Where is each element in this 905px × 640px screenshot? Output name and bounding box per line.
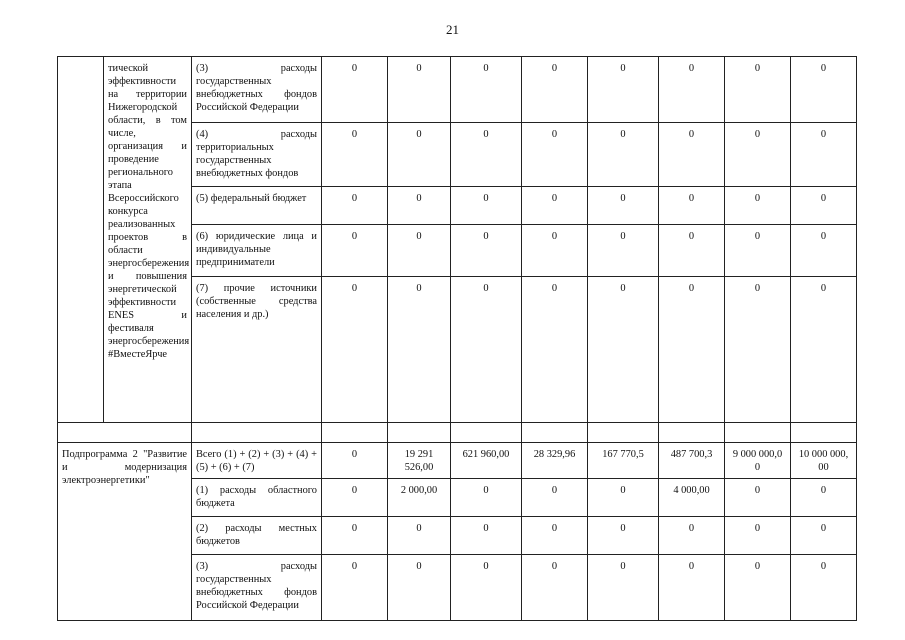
value-cell: 0 (588, 517, 659, 555)
value-cell: 4 000,00 (659, 479, 725, 517)
value-cell: 0 (725, 277, 791, 423)
subprogram-title: Подпрограмма 2 "Развитие и модернизация электроэнергетики" (58, 443, 192, 621)
value-cell: 0 (322, 187, 388, 225)
value-cell: 0 (388, 123, 451, 187)
value-cell: 0 (588, 479, 659, 517)
spacer-row (58, 423, 857, 443)
blank-cell (58, 57, 104, 423)
table-row (58, 57, 857, 123)
measure-description: тической эффективности на территории Нижегородской области, в том числе, организация и проведение регионального этапа Всероссийского конкурса реализованных проектов в области энергосбережения и повышения энергетической эффективности ENES и фестиваля энергосбережения #ВместеЯрче (104, 57, 192, 423)
value-cell: 0 (451, 555, 522, 621)
value-cell: 0 (725, 555, 791, 621)
value-cell: 0 (322, 225, 388, 277)
spacer-cell (451, 423, 522, 443)
spacer-cell (791, 423, 857, 443)
value-cell: 0 (522, 479, 588, 517)
value-cell: 0 (659, 123, 725, 187)
value-cell: 0 (588, 225, 659, 277)
value-cell: 0 (388, 517, 451, 555)
value-cell: 0 (791, 57, 857, 123)
value-cell: 0 (588, 277, 659, 423)
spacer-cell (58, 423, 192, 443)
value-cell: 0 (322, 277, 388, 423)
value-cell: 9 000 000,0 0 (725, 443, 791, 479)
section2-body (58, 443, 857, 621)
value-cell: 19 291 526,00 (388, 443, 451, 479)
value-cell: 0 (588, 123, 659, 187)
value-cell: 0 (522, 187, 588, 225)
funding-source: (7) прочие источники (собственные средства населения и др.) (192, 277, 322, 423)
spacer-cell (659, 423, 725, 443)
value-cell: 0 (659, 555, 725, 621)
value-cell: 0 (388, 225, 451, 277)
value-cell: 0 (451, 277, 522, 423)
value-cell: 0 (451, 187, 522, 225)
value-cell: 2 000,00 (388, 479, 451, 517)
value-cell: 0 (588, 57, 659, 123)
value-cell: 0 (659, 517, 725, 555)
value-cell: 0 (659, 57, 725, 123)
value-cell: 0 (322, 443, 388, 479)
value-cell: 0 (725, 479, 791, 517)
spacer-cell (388, 423, 451, 443)
value-cell: 0 (588, 555, 659, 621)
value-cell: 0 (659, 187, 725, 225)
value-cell: 167 770,5 (588, 443, 659, 479)
value-cell: 0 (322, 517, 388, 555)
value-cell: 0 (451, 479, 522, 517)
value-cell: 0 (322, 555, 388, 621)
table-row (58, 443, 857, 479)
value-cell: 0 (791, 225, 857, 277)
funding-source: (2) расходы местных бюджетов (192, 517, 322, 555)
value-cell: 0 (725, 187, 791, 225)
value-cell: 0 (522, 555, 588, 621)
value-cell: 0 (522, 225, 588, 277)
funding-source: (4) расходы территориальных государственных внебюджетных фондов (192, 123, 322, 187)
value-cell: 0 (451, 123, 522, 187)
value-cell: 0 (725, 225, 791, 277)
funding-source: Всего (1) + (2) + (3) + (4) + (5) + (6) + (7) (192, 443, 322, 479)
budget-table (57, 56, 857, 621)
value-cell: 0 (322, 479, 388, 517)
value-cell: 487 700,3 (659, 443, 725, 479)
spacer-cell (322, 423, 388, 443)
page-number: 21 (446, 22, 459, 37)
value-cell: 0 (388, 277, 451, 423)
funding-source: (5) федеральный бюджет (192, 187, 322, 225)
value-cell: 0 (522, 277, 588, 423)
value-cell: 0 (322, 57, 388, 123)
funding-source: (3) расходы государственных внебюджетных фондов Российской Федерации (192, 555, 322, 621)
spacer-cell (588, 423, 659, 443)
value-cell: 0 (522, 123, 588, 187)
value-cell: 0 (725, 123, 791, 187)
value-cell: 0 (522, 57, 588, 123)
value-cell: 0 (451, 517, 522, 555)
value-cell: 0 (451, 225, 522, 277)
spacer-cell (192, 423, 322, 443)
value-cell: 0 (388, 187, 451, 225)
value-cell: 0 (659, 277, 725, 423)
value-cell: 0 (791, 187, 857, 225)
value-cell: 0 (791, 517, 857, 555)
value-cell: 0 (725, 517, 791, 555)
value-cell: 0 (388, 57, 451, 123)
value-cell: 0 (791, 123, 857, 187)
value-cell: 0 (522, 517, 588, 555)
value-cell: 0 (791, 555, 857, 621)
value-cell: 0 (659, 225, 725, 277)
value-cell: 0 (791, 479, 857, 517)
funding-source: (3) расходы государственных внебюджетных фондов Российской Федерации (192, 57, 322, 123)
spacer-cell (522, 423, 588, 443)
value-cell: 0 (791, 277, 857, 423)
value-cell: 28 329,96 (522, 443, 588, 479)
value-cell: 0 (388, 555, 451, 621)
funding-source: (6) юридические лица и индивидуальные предприниматели (192, 225, 322, 277)
section1-body (58, 57, 857, 443)
value-cell: 0 (451, 57, 522, 123)
value-cell: 0 (322, 123, 388, 187)
value-cell: 621 960,00 (451, 443, 522, 479)
funding-source: (1) расходы областного бюджета (192, 479, 322, 517)
value-cell: 10 000 000, 00 (791, 443, 857, 479)
value-cell: 0 (588, 187, 659, 225)
value-cell: 0 (725, 57, 791, 123)
spacer-cell (725, 423, 791, 443)
